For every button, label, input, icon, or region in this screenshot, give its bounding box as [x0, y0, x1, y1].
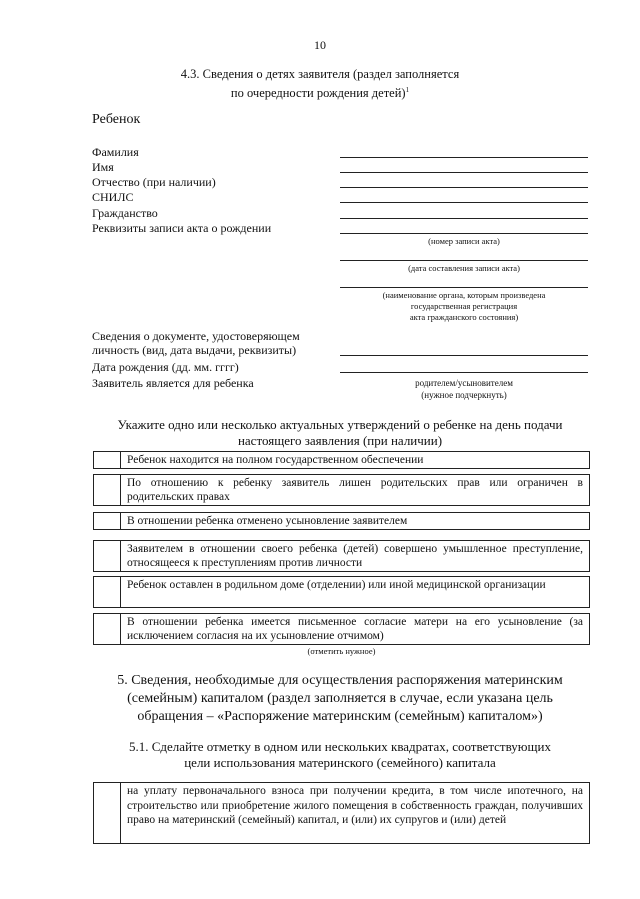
- birth-date-label: Дата рождения (дд. мм. гггг): [92, 360, 239, 374]
- birth-record-label: Реквизиты записи акта о рождении: [92, 221, 272, 235]
- statement-checkbox[interactable]: [94, 452, 121, 468]
- footnote-mark: 1: [405, 86, 410, 94]
- statement-row: [93, 576, 590, 608]
- statement-checkbox[interactable]: [94, 614, 121, 644]
- snils-label: СНИЛС: [92, 190, 134, 204]
- page-number: 10: [314, 38, 326, 52]
- id-document-line[interactable]: [340, 355, 588, 356]
- surname-line[interactable]: [340, 157, 588, 158]
- section-4-3-title: [120, 66, 520, 101]
- section-5-title: 5. Сведения, необходимые для осуществления распоряжения материнским (семейным) капиталом (раздел заполняется в случае, если указана цель обращения – «Распоряжение материнским (семейным) капиталом»): [117, 673, 563, 724]
- statements-note: (отметить нужное): [307, 646, 376, 656]
- section-4-3-line2: по очередности рождения детей)$^1$: [230, 86, 410, 101]
- patronymic-label: Отчество (при наличии): [92, 175, 216, 189]
- citizenship-line[interactable]: [340, 218, 588, 219]
- id-document-label: Сведения о документе, удостоверяющем личность (вид, дата выдачи, реквизиты): [92, 329, 300, 357]
- capital-purpose-checkbox[interactable]: [94, 783, 121, 843]
- child-heading: Ребенок: [92, 112, 141, 127]
- record-date-hint: (дата составления записи акта): [408, 263, 520, 273]
- record-date-line[interactable]: [340, 260, 588, 261]
- statement-text: В отношении ребенка отменено усыновление заявителем: [127, 515, 408, 527]
- capital-purpose-text: на уплату первоначального взноса при получении кредита, в том числе ипотечного, на строительство или приобретение жилого помещения в собственность граждан, получивших право на материнский (семейный) капитал, и (или) их супругов и (или) детей: [127, 785, 583, 826]
- relation-value[interactable]: родителем/усыновителем: [415, 378, 513, 388]
- name-line[interactable]: [340, 172, 588, 173]
- patronymic-line[interactable]: [340, 187, 588, 188]
- statement-text: Ребенок находится на полном государственном обеспечении: [127, 454, 424, 466]
- statement-row: [93, 451, 590, 469]
- section-5-1-title: 5.1. Сделайте отметку в одном или нескольких квадратах, соответствующих цели использования материнского (семейного) капитала: [129, 739, 551, 770]
- statement-text: В отношении ребенка имеется письменное согласие матери на его усыновление (за исключением согласия на их усыновление отчимом): [127, 616, 583, 642]
- statement-row: [93, 474, 590, 506]
- name-label: Имя: [92, 160, 114, 174]
- statement-row: [93, 512, 590, 530]
- capital-purpose-row: [93, 782, 590, 844]
- section-4-3-line1: 4.3. Сведения о детях заявителя (раздел заполняется: [180, 67, 460, 81]
- registry-line[interactable]: [340, 287, 588, 288]
- relation-label: Заявитель является для ребенка: [92, 376, 254, 390]
- statement-checkbox[interactable]: [94, 541, 121, 571]
- statement-checkbox[interactable]: [94, 475, 121, 505]
- birth-date-line[interactable]: [340, 372, 588, 373]
- statement-checkbox[interactable]: [94, 513, 121, 529]
- statement-text: По отношению к ребенку заявитель лишен родительских прав или ограничен в родительских правах: [127, 477, 583, 503]
- record-number-line[interactable]: [340, 233, 588, 234]
- surname-label: Фамилия: [92, 145, 139, 159]
- citizenship-label: Гражданство: [92, 206, 158, 220]
- relation-hint: (нужное подчеркнуть): [421, 390, 507, 400]
- statements-intro: Укажите одно или несколько актуальных утверждений о ребенке на день подачи настоящего заявления (при наличии): [117, 417, 563, 448]
- registry-hint: (наименование органа, которым произведена государственная регистрация акта гражданского состояния): [382, 290, 546, 322]
- snils-line[interactable]: [340, 202, 588, 203]
- statement-row: [93, 540, 590, 572]
- statement-text: Заявителем в отношении своего ребенка (детей) совершено умышленное преступление, относящееся к преступлениям против личности: [127, 543, 583, 569]
- statement-text: Ребенок оставлен в родильном доме (отделении) или иной медицинской организации: [127, 579, 546, 591]
- statement-row: [93, 613, 590, 645]
- statement-checkbox[interactable]: [94, 577, 121, 607]
- record-number-hint: (номер записи акта): [428, 236, 500, 246]
